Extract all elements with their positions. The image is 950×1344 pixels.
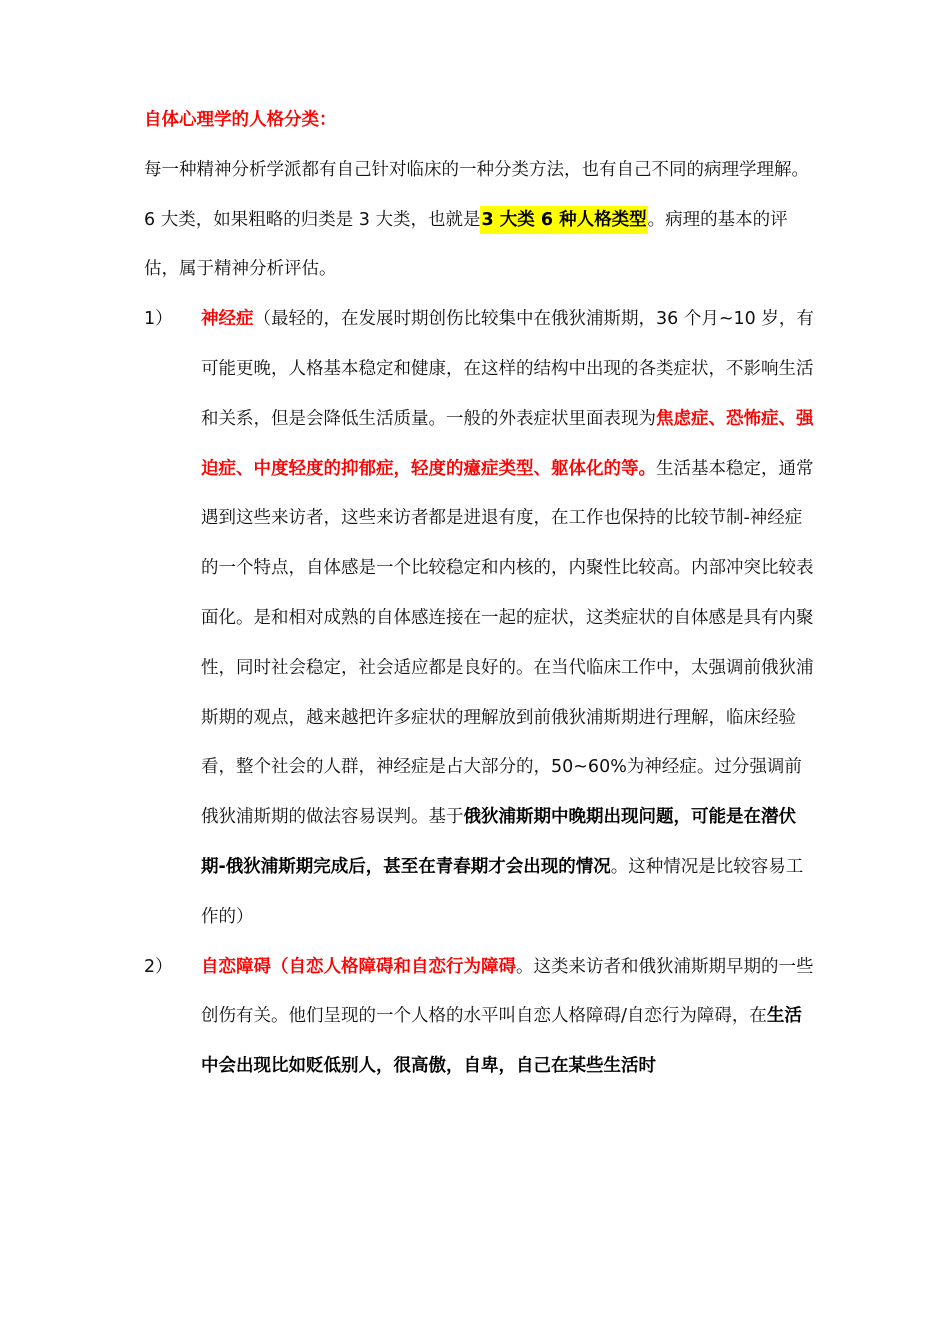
- neurosis-label: 神经症: [201, 309, 254, 330]
- list-number: 1）: [144, 309, 173, 330]
- neurosis-text-2: 生活基本稳定，通常遇到这些来访者，这些来访者都是进退有度，在工作也保持的比较节制-神经症的一个特点，自体感是一个比较稳定和内核的，内聚性比较高。内部冲突比较表面化。是和相对成熟的自体感连接在一起的症状，这类症状的自体感是具有内聚性，同时社会稳定，社会适应都是良好的。在当代临床工作中，太强调前俄狄浦斯期的观点，越来越把许多症状的理解放到前俄狄浦斯期进行理解，临床经验看，整个社会的人群，神经症是占大部分的，50~60%为神经症。过分强调前俄狄浦斯期的做法容易误判。基于: [201, 458, 814, 828]
- summary-text-before: 6 大类，如果粗略的归类是 3 大类，也就是: [144, 209, 481, 230]
- narcissistic-text-1: 。这类来访者和俄狄浦斯期早期的一些创伤有关。他们呈现的一个人格的水平叫自恋人格障碍/自恋行为障碍，在: [201, 956, 814, 1027]
- narcissistic-label: 自恋障碍（自恋人格障碍和自恋行为障碍: [201, 956, 516, 977]
- symptom-list: 焦虑症、恐怖症、强迫症、中度轻度的抑郁症，轻度的癔症类型、躯体化的等。: [201, 408, 814, 479]
- list-item-text: [201, 295, 816, 942]
- section-heading: 自体心理学的人格分类：: [144, 110, 337, 130]
- list-item-text: [201, 943, 816, 1092]
- highlighted-phrase: 3 大类 6 种人格类型: [480, 206, 647, 234]
- intro-paragraph: 每一种精神分析学派都有自己针对临床的一种分类方法，也有自己不同的病理学理解。: [144, 159, 809, 180]
- neurosis-text-1: （最轻的，在发展时期创伤比较集中在俄狄浦斯期，36 个月~10 岁，有可能更晚，人格基本稳定和健康，在这样的结构中出现的各类症状，不影响生活和关系，但是会降低生活质量。一般的外表症状里面表现为: [201, 309, 814, 429]
- behavior-emphasis: 生活中会出现比如贬低别人，很高傲，自卑，自己在某些生活时: [201, 1006, 802, 1077]
- summary-text-after: 。病理的基本的评估，属于精神分析评估。: [144, 209, 788, 280]
- oedipal-emphasis: 俄狄浦斯期中晚期出现问题，可能是在潜伏期-俄狄浦斯期完成后，甚至在青春期才会出现的情况: [201, 807, 796, 877]
- list-item-narcissistic: [144, 943, 816, 1092]
- document-page: [144, 96, 816, 1092]
- list-item-neurosis: [144, 295, 816, 942]
- neurosis-text-3: 。这种情况是比较容易工作的）: [201, 856, 804, 927]
- list-number: 2）: [144, 956, 173, 977]
- summary-paragraph: [144, 196, 816, 296]
